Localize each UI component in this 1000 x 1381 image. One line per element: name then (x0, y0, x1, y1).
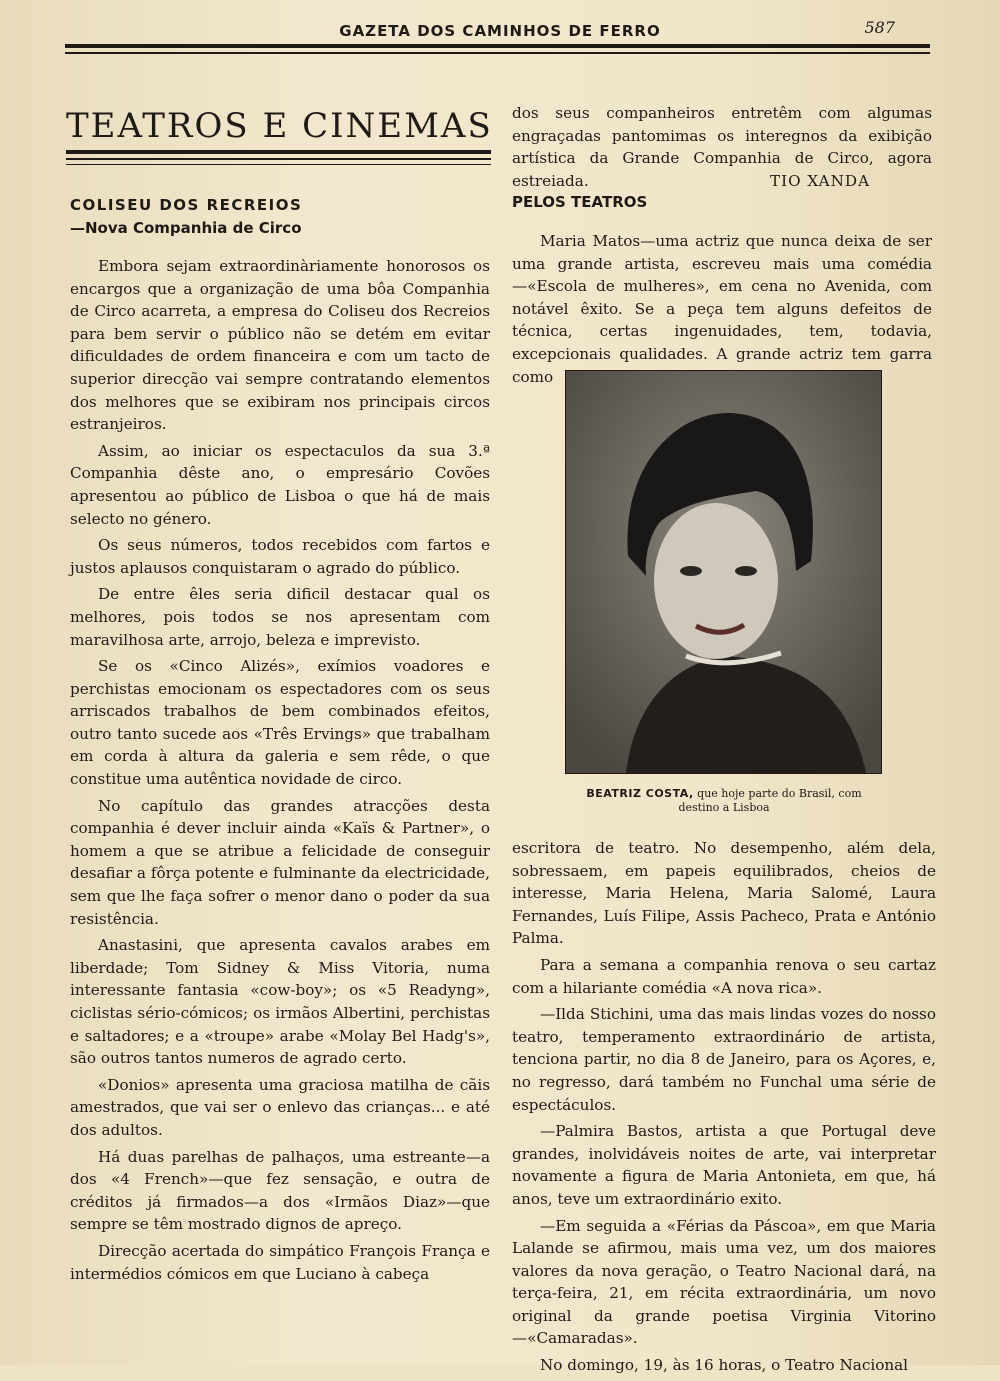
portrait-photo (565, 370, 882, 774)
paragraph: «Donios» apresenta uma graciosa matilha de cãis amestrados, que vai ser o enlevo das crianças... e até dos adultos. (70, 1075, 490, 1139)
paragraph: Assim, ao iniciar os espectaculos da sua 3.ª Companhia dêste ano, o empresário Covões apresentou ao público de Lisboa o que há de mais selecto no género. (70, 441, 490, 528)
header-rule-thin (65, 52, 930, 54)
paragraph: No domingo, 19, às 16 horas, o Teatro Nacional (540, 1356, 909, 1375)
paragraph: Se os «Cinco Alizés», exímios voadores e perchistas emocionam os espectadores com os seus arriscados trabalhos de bem combinados efeitos, outro tanto sucede aos «Três Ervings» que trabalham em corda à altura da galeria e sem rêde, o que constitue uma autêntica novidade de circo. (70, 657, 490, 789)
paragraph: Embora sejam extraordinàriamente honorosos os encargos que a organização de uma bôa Companhia de Circo acarreta, a empresa do Coliseu dos Recreios para bem servir o público não se detém em evitar dificuldades de ordem financeira e com um tacto de superior direcção vai sempre contratando elementos dos melhores que se exibiram nos principais circos estranjeiros. (70, 257, 490, 434)
paragraph: —Palmira Bastos, artista a que Portugal deve grandes, inolvidáveis noites de arte, vai interpretar novamente a figura de Maria Antonieta, em que, há anos, teve um extraordinário exito. (512, 1122, 936, 1208)
paragraph: No capítulo das grandes atracções desta companhia é dever incluir ainda «Kaïs & Partner», o homem a que se atribue a felicidade de conseguir desafiar a fôrça potente e fulminante da electricidade, sem que lhe faça sofrer o menor dano o poder da sua resistência. (70, 796, 490, 928)
paragraph: escritora de teatro. No desempenho, além dela, sobressaem, em papeis equilibrados, cheios de interesse, Maria Helena, Maria Salomé, Laura Fernandes, Luís Filipe, Assis Pacheco, Prata e António Palma. (512, 839, 936, 948)
paragraph: Há duas parelhas de palhaços, uma estreante—a dos «4 French»—que fez sensação, e outra de créditos já firmados—a dos «Irmãos Diaz»—que sempre se têm mostrado dignos de apreço. (70, 1147, 490, 1234)
caption-name: BEATRIZ COSTA, (586, 787, 694, 800)
page-number: 587 (864, 18, 895, 37)
section-title: TEATROS E CINEMAS (66, 106, 493, 146)
left-column (70, 255, 490, 1289)
paragraph: Para a semana a companhia renova o seu cartaz com a hilariante comédia «A nova rica». (512, 955, 936, 997)
title-rule (66, 150, 491, 154)
portrait-illustration (566, 371, 881, 773)
title-rule-hairline (66, 164, 491, 165)
paragraph: Os seus números, todos recebidos com fartos e justos aplausos conquistaram o agrado do público. (70, 536, 490, 577)
caption-text: que hoje parte do Brasil, com destino a Lisboa (678, 787, 862, 814)
article-heading-teatros: PELOS TEATROS (512, 193, 648, 211)
title-rule-thin (66, 158, 491, 160)
photo-caption (566, 787, 882, 815)
paragraph: —Ilda Stichini, uma das mais lindas vozes do nosso teatro, temperamento extraordinário de artista, tenciona partir, no dia 8 de Janeiro, para os Açores, e, no regresso, dará também no Funchal uma série de espectáculos. (512, 1005, 936, 1114)
header-rule (65, 44, 930, 48)
paragraph: De entre êles seria dificil destacar qual os melhores, pois todos se nos apresentam com maravilhosa arte, arrojo, beleza e imprevisto. (70, 585, 490, 649)
paragraph: Maria Matos—uma actriz que nunca deixa de ser uma grande artista, escreveu mais uma comédia—«Escola de mulheres», em cena no Avenida, com notável êxito. Se a peça tem alguns defeitos de técnica, certas ingenuidades, tem, todavia, excepcionais qualidades. A grande actriz tem garra como (512, 232, 932, 386)
right-column-bottom (512, 837, 936, 1381)
article-heading-coliseu: COLISEU DOS RECREIOS (70, 196, 303, 214)
right-column-top (512, 230, 932, 392)
paragraph: —Em seguida a «Férias da Páscoa», em que Maria Lalande se afirmou, mais uma vez, um dos maiores valores da nova geração, o Teatro Nacional dará, na terça-feira, 21, em récita extraordinária, um novo original da grande poetisa Virginia Vitorino—«Camaradas». (512, 1216, 936, 1348)
running-header-title: GAZETA DOS CAMINHOS DE FERRO (339, 22, 661, 40)
paragraph: dos seus companheiros entretêm com algumas engraçadas pantomimas os interegnos da exibição artística da Grande Companhia de Circo, agora estreiada. (512, 104, 932, 190)
paragraph: Anastasini, que apresenta cavalos arabes em liberdade; Tom Sidney & Miss Vitoria, numa interessante fantasia «cow-boy»; os «5 Readyng», ciclistas sério-cómicos; os irmãos Albertini, perchistas e saltadores; e a «troupe» arabe «Molay Bel Hadg's», são outros tantos numeros de agrado certo. (70, 936, 490, 1068)
author-signature: TIO XANDA (770, 172, 871, 190)
paragraph: Direcção acertada do simpático François França e intermédios cómicos em que Luciano à cabeça (70, 1241, 490, 1283)
article-subheading-coliseu: —Nova Companhia de Circo (70, 219, 302, 237)
